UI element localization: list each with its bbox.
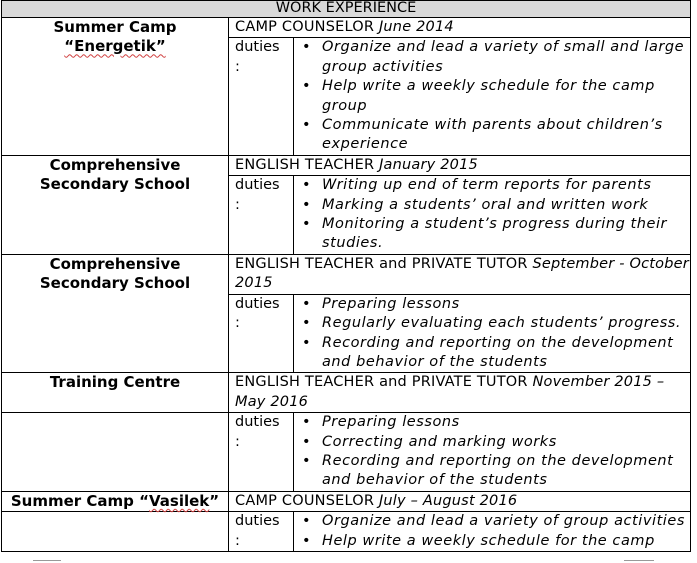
position-date: June 2014 xyxy=(378,19,454,35)
duties-colon: : xyxy=(235,196,240,213)
duties-cell xyxy=(294,413,691,492)
organization-name xyxy=(2,492,228,511)
duties-list xyxy=(294,38,690,154)
duties-label: duties xyxy=(235,39,280,56)
duties-label: duties xyxy=(235,177,280,194)
duties-cell xyxy=(294,512,691,552)
work-experience-table xyxy=(1,0,691,552)
duty-item: • Organize and lead a variety of small and large group activities xyxy=(294,38,690,77)
duties-list xyxy=(294,413,690,491)
duties-colon: : xyxy=(235,532,240,549)
duty-item: • Preparing lessons xyxy=(294,295,690,314)
organization-name-suffix: ” xyxy=(209,491,220,510)
position-title: ENGLISH TEACHER and PRIVATE TUTOR xyxy=(235,255,533,272)
duty-item: • Help write a weekly schedule for the camp group xyxy=(294,77,690,116)
position-date: July – August 2016 xyxy=(378,492,518,509)
duty-item: • Monitoring a student’s progress during their studies. xyxy=(294,215,690,254)
duty-item: • Marking a students’ oral and written work xyxy=(294,196,690,215)
empty-organization-cell xyxy=(2,512,229,552)
position-date: September - October 2015 xyxy=(235,255,689,292)
duties-list xyxy=(294,295,690,373)
duties-colon: : xyxy=(235,433,240,450)
organization-cell xyxy=(2,155,229,254)
duty-item: • Help write a weekly schedule for the camp xyxy=(294,532,690,551)
position-title: ENGLISH TEACHER xyxy=(235,156,380,173)
organization-name: Comprehensive xyxy=(49,254,181,273)
duties-label-cell xyxy=(229,176,294,255)
position-title: CAMP COUNSELOR xyxy=(235,19,379,35)
position-date: January 2015 xyxy=(379,156,478,173)
duty-item: • Regularly evaluating each students’ progress. xyxy=(294,314,690,333)
position-title: CAMP COUNSELOR xyxy=(235,492,379,509)
position-cell xyxy=(229,18,691,38)
section-heading: WORK EXPERIENCE xyxy=(2,1,691,18)
position-cell xyxy=(229,254,691,294)
organization-cell xyxy=(2,373,229,413)
duties-label-cell xyxy=(229,413,294,492)
duties-label: duties xyxy=(235,295,280,312)
organization-cell xyxy=(2,491,229,511)
organization-name-spellcheck: “Energetik” xyxy=(64,37,166,56)
organization-name: Comprehensive xyxy=(49,155,181,174)
empty-organization-cell xyxy=(2,413,229,492)
duties-colon: : xyxy=(235,315,240,332)
duty-item: • Correcting and marking works xyxy=(294,433,690,452)
duty-item: • Communicate with parents about children’s experience xyxy=(294,116,690,155)
organization-cell xyxy=(2,18,229,156)
duties-list xyxy=(294,176,690,254)
organization-name-line2: Secondary School xyxy=(39,274,191,293)
organization-name: Training Centre xyxy=(49,373,181,392)
organization-name-spellcheck: Vasilek xyxy=(148,491,210,510)
organization-name: Summer Camp xyxy=(53,18,177,36)
duties-label: duties xyxy=(235,414,280,431)
organization-name-prefix: Summer Camp “ xyxy=(10,491,149,510)
duty-item: • Organize and lead a variety of group activities xyxy=(294,512,690,531)
position-date: November 2015 – May 2016 xyxy=(235,374,665,410)
duty-item: • Recording and reporting on the development and behavior of the students xyxy=(294,334,690,373)
organization-name-quoted xyxy=(2,37,228,56)
duty-item: • Recording and reporting on the development and behavior of the students xyxy=(294,452,690,491)
position-title: ENGLISH TEACHER and PRIVATE TUTOR xyxy=(235,374,533,391)
position-cell xyxy=(229,491,691,511)
page-edge-mark xyxy=(624,560,654,561)
position-cell xyxy=(229,373,691,413)
duties-label-cell xyxy=(229,38,294,155)
duties-label: duties xyxy=(235,513,280,530)
duties-cell xyxy=(294,176,691,255)
duties-cell xyxy=(294,38,691,155)
organization-cell xyxy=(2,254,229,372)
duty-item: • Preparing lessons xyxy=(294,413,690,432)
duties-label-cell xyxy=(229,294,294,373)
duties-list xyxy=(294,512,690,551)
organization-name-line2: Secondary School xyxy=(39,175,191,194)
duties-cell xyxy=(294,294,691,373)
duties-colon: : xyxy=(235,58,240,75)
page-edge-mark xyxy=(33,560,61,561)
duty-item: • Writing up end of term reports for parents xyxy=(294,176,690,195)
position-cell xyxy=(229,155,691,175)
duties-label-cell xyxy=(229,512,294,552)
